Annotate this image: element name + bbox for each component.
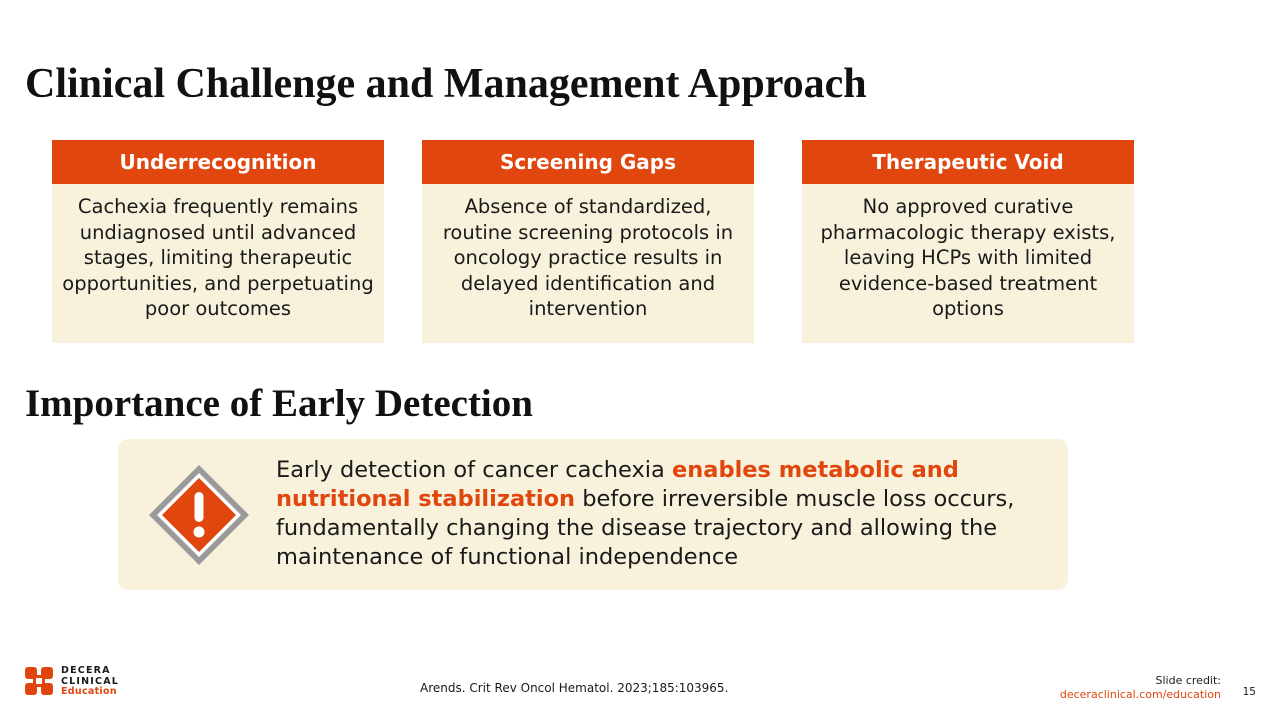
card-body: Cachexia frequently remains undiagnosed until advanced stages, limiting therapeutic opportunities, and perpetuating poor outcomes <box>62 195 374 320</box>
callout-text <box>276 456 1046 572</box>
slide-credit-label: Slide credit: <box>1155 674 1221 687</box>
card-screening-gaps <box>422 140 754 343</box>
page-title: Clinical Challenge and Management Approach <box>25 61 867 107</box>
card-heading: Underrecognition <box>52 140 384 184</box>
card-heading: Therapeutic Void <box>802 140 1134 184</box>
logo-line-education: Education <box>61 686 117 697</box>
callout-highlight: enables metabolic and nutritional stabilization <box>276 457 959 512</box>
card-body: Absence of standardized, routine screening protocols in oncology practice results in delayed identification and intervention <box>442 195 734 320</box>
logo-mark-icon <box>25 667 53 695</box>
card-therapeutic-void <box>802 140 1134 343</box>
card-body: No approved curative pharmacologic therapy exists, leaving HCPs with limited evidence-based treatment options <box>820 195 1116 320</box>
card-underrecognition <box>52 140 384 343</box>
warning-diamond-icon <box>146 462 252 568</box>
logo-wordmark <box>61 666 119 698</box>
callout-text-start: Early detection of cancer cachexia <box>276 457 673 483</box>
page-number: 15 <box>1242 686 1256 698</box>
early-detection-callout <box>118 439 1068 590</box>
logo-line-decera: DECERA <box>61 665 111 676</box>
callout-text-end: before irreversible muscle loss occurs, fundamentally changing the disease trajectory and allowing the maintenance of functional independence <box>276 486 1015 570</box>
logo-line-clinical: CLINICAL <box>61 675 120 687</box>
citation: Arends. Crit Rev Oncol Hematol. 2023;185:103965. <box>420 681 729 695</box>
card-heading: Screening Gaps <box>422 140 754 184</box>
slide-credit <box>1060 674 1221 702</box>
section-title: Importance of Early Detection <box>25 382 533 425</box>
decera-logo <box>25 666 145 698</box>
slide-credit-link[interactable]: deceraclinical.com/education <box>1059 688 1221 701</box>
